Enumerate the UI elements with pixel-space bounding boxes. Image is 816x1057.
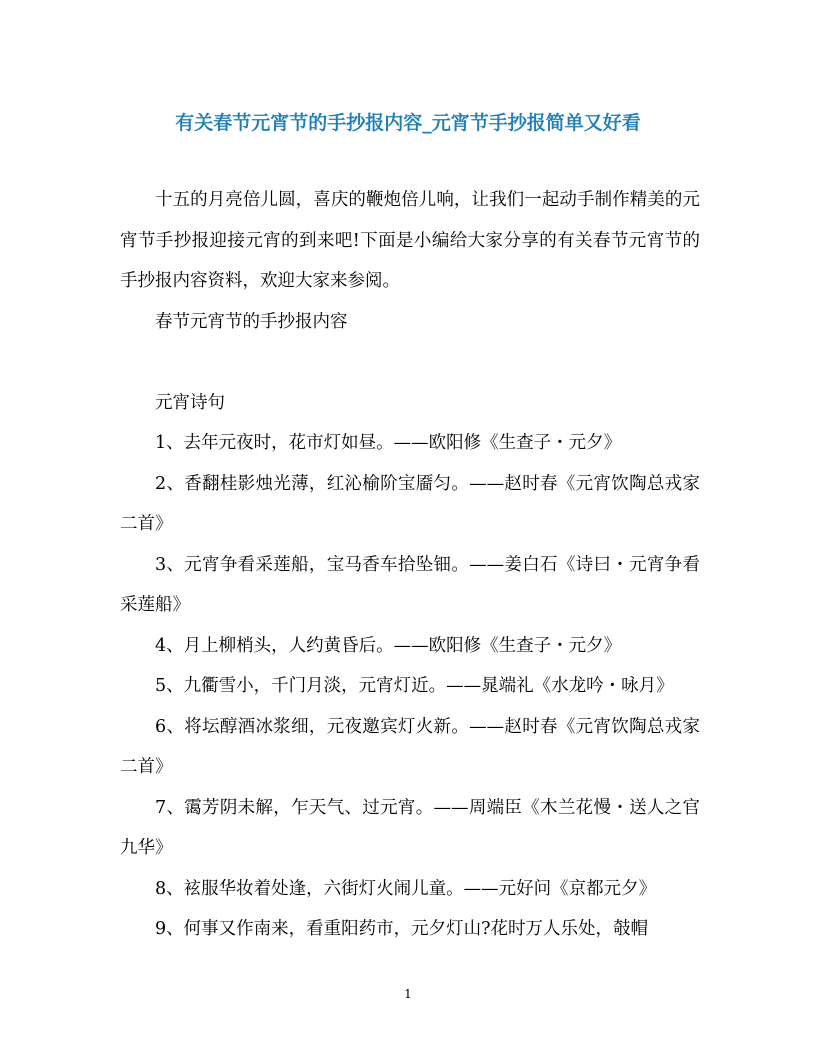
poem-line-9: 9、何事又作南来，看重阳药市，元夕灯山?花时万人乐处，攲帽	[155, 919, 649, 939]
poem-line-7: 7、霭芳阴未解，乍天气、过元宵。——周端臣《木兰花慢・送人之官九华》	[120, 797, 700, 858]
page-number: 1	[404, 987, 412, 1001]
intro-paragraph: 十五的月亮倍儿圆，喜庆的鞭炮倍儿响，让我们一起动手制作精美的元宵节手抄报迎接元宵的到来吧!下面是小编给大家分享的有关春节元宵节的手抄报内容资料，欢迎大家来参阅。	[120, 190, 700, 291]
poem-line-1: 1、去年元夜时，花市灯如昼。——欧阳修《生查子・元夕》	[155, 433, 622, 453]
blank-line	[120, 342, 700, 383]
poem-line-2: 2、香翻桂影烛光薄，红沁榆阶宝靥匀。——赵时春《元宵饮陶总戎家二首》	[120, 473, 700, 534]
poem-line-8: 8、袨服华妆着处逢，六街灯火闹儿童。——元好问《京都元夕》	[155, 878, 657, 899]
poem-line-6: 6、将坛醇酒冰浆细，元夜邀宾灯火新。——赵时春《元宵饮陶总戎家二首》	[120, 716, 700, 777]
poem-line-3: 3、元宵争看采莲船，宝马香车拾坠钿。——姜白石《诗曰・元宵争看采莲船》	[120, 554, 700, 615]
document-body	[120, 180, 700, 950]
subsection-heading: 元宵诗句	[155, 392, 225, 413]
document-title: 有关春节元宵节的手抄报内容_元宵节手抄报简单又好看	[175, 112, 641, 134]
poem-line-5: 5、九衢雪小，千门月淡，元宵灯近。——晁端礼《水龙吟・咏月》	[155, 676, 674, 696]
poem-line-4: 4、月上柳梢头，人约黄昏后。——欧阳修《生查子・元夕》	[155, 635, 622, 656]
section-heading: 春节元宵节的手抄报内容	[155, 311, 348, 332]
